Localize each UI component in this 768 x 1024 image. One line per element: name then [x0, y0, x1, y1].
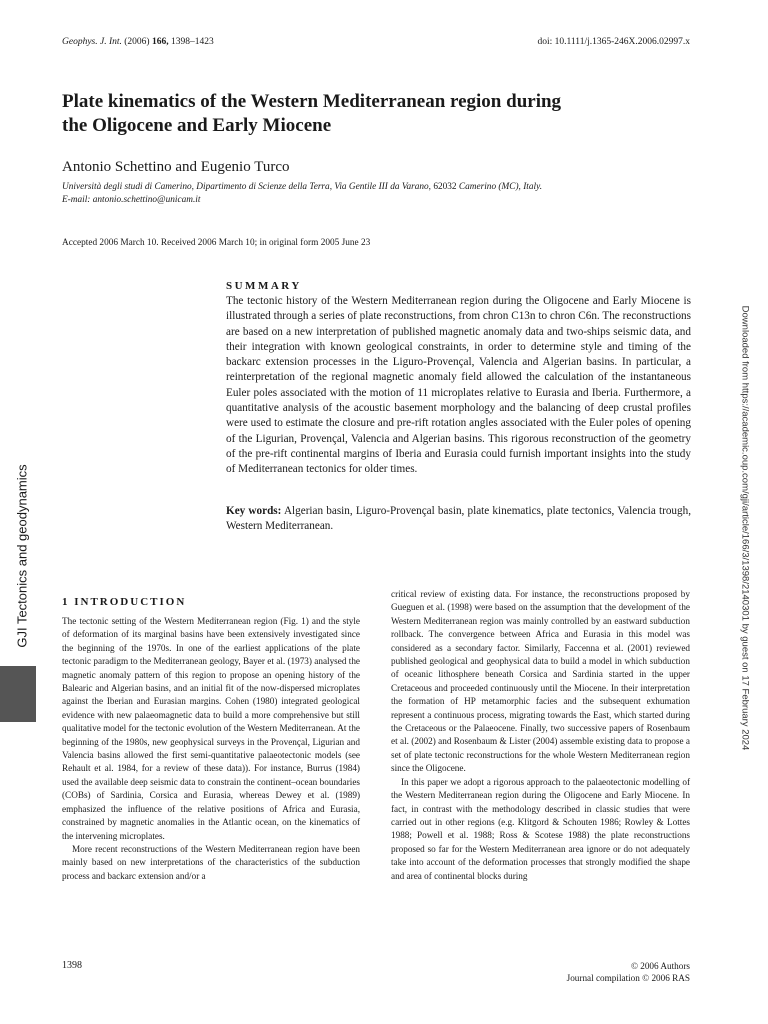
journal-name: Geophys. J. Int.	[62, 37, 122, 47]
copyright-line: © 2006 Authors	[630, 961, 690, 971]
footer-copyright	[567, 960, 690, 984]
keywords	[226, 504, 691, 535]
affiliation-institution: Università degli studi di Camerino, Dipartimento di Scienze della Terra, Via Gentile III da Varano,	[62, 182, 432, 192]
title-line-1: Plate kinematics of the Western Mediterranean region during	[62, 91, 562, 112]
introduction-heading: 1 INTRODUCTION	[62, 596, 187, 608]
journal-pages: 1398–1423	[170, 37, 214, 47]
accepted-dates: Accepted 2006 March 10. Received 2006 March 10; in original form 2005 June 23	[62, 238, 371, 248]
affiliation	[62, 181, 702, 207]
journal-year: (2006)	[124, 37, 150, 47]
section-marker-block	[0, 666, 36, 722]
intro-paragraph-4: In this paper we adopt a rigorous approach to the palaeotectonic modelling of the Western Mediterranean region during the Oligocene and Early Miocene. In fact, in contrast with the methodology described in classic studies that were carried out in other regions (e.g. Klitgord & Schouten 1986; Rowley & Lottes 1988; Powell et al. 1988; Ross & Scotese 1988) the plate reconstructions proposed so far for the Western Mediterranean area ignore or do not adequately take into account of the deformation processes that strongly modified the shape and area of continental blocks during	[391, 776, 690, 881]
doi-link[interactable]: doi: 10.1111/j.1365-246X.2006.02997.x	[537, 37, 690, 47]
section-label-vertical: GJI Tectonics and geodynamics	[14, 464, 30, 648]
running-header-citation	[62, 37, 214, 47]
left-column	[62, 615, 360, 883]
summary-text: The tectonic history of the Western Mediterranean region during the Oligocene and Early Miocene is illustrated through a series of plate reconstructions, from chron C13n to chron C6n. The reconstructions are based on a new interpretation of published magnetic anomaly data and two-ships seismic data, and their integration with known geological constraints, in order to determine style and timing of the backarc extension processes in the Liguro-Provençal, Valencia and Algerian basins. In particular, a reinterpretation of the regional magnetic anomaly field allowed the calculation of the instantaneous Euler poles associated with the motion of 11 microplates relative to Eurasia and Iberia. Furthermore, a quantitative analysis of the acoustic basement morphology and the balancing of deep crustal profiles were used to estimate the closure and pre-rift rotation angles associated with the Euler poles of opening of the Ligurian, Provençal, Valencia and Algerian basins. This rigorous reconstruction of the geometry of the pre-rift continental margins of Iberia and Eurasia could furnish important insights into the study of Mediterranean tectonics for older times.	[226, 295, 691, 476]
paper-title	[62, 90, 702, 138]
title-line-2: the Oligocene and Early Miocene	[62, 115, 332, 136]
right-column	[391, 588, 690, 883]
intro-paragraph-2: More recent reconstructions of the Western Mediterranean region have been mainly based on new interpretations of the characteristics of the subduction process and backarc extension and/or a	[62, 843, 360, 881]
keywords-list: Algerian basin, Liguro-Provençal basin, plate kinematics, plate tectonics, Valencia trough, Western Mediterranean.	[226, 505, 692, 533]
journal-compilation-line: Journal compilation © 2006 RAS	[566, 973, 690, 983]
authors: Antonio Schettino and Eugenio Turco	[62, 159, 290, 175]
journal-volume: 166,	[151, 37, 169, 47]
intro-paragraph-3: critical review of existing data. For instance, the reconstructions proposed by Gueguen et al. (1998) were based on the assumption that the development of the Western Mediterranean region was mainly controlled by an eastward subduction rollback. The convergence between Africa and Eurasia in this model was considered as a secondary factor. Similarly, Faccenna et al. (2001) reviewed published geological and geophysical data to build a model in which subduction of oceanic lithosphere beneath Corsica and Sardinia started in the upper Cretaceous and proceeded continuously until the Miocene. In their interpretation the formation of HP metamorphic facies and the subsequent exhumation represent a continuous process, migrating towards the East, which started during the Cretaceous or the Palaeocene. Finally, two successive papers of Rosenbaum et al. (2002) and Rosenbaum & Lister (2004) assemble existing data to propose a set of plate tectonic reconstructions for the whole Western Mediterranean region since the Oligocene.	[391, 589, 690, 774]
affiliation-postcode: 62032	[431, 182, 459, 192]
intro-paragraph-1: The tectonic setting of the Western Mediterranean region (Fig. 1) and the style of deformation of its marginal basins have been extensively investigated since the beginning of the 1970s. In one of the earliest applications of the plate tectonic paradigm to the Mediterranean geology, Bayer et al. (1973) analysed the magnetic anomaly pattern of this region to propose an opening history of the Balearic and Algerian basins, and an initial fit of the now-dispersed microplates against the Iberian and Eurasian margins. Cohen (1980) integrated geological evidence with new palaeomagnetic data to build a more comprehensive but still qualitative model for the tectonic evolution of the Western Mediterranean. At the beginning of the 1980s, new geophysical surveys in the Provençal, Ligurian and Valencia basins allowed the first semi-quantitative palaeotectonic models (see Rehault et al. 1984, for a review of these data)). For instance, Burrus (1984) used the available deep seismic data to constrain the continent–ocean boundaries (COBs) of Sardinia, Corsica and Eurasia, whereas Dewey et al. (1989) emphasized the influence of the relative positions of Africa and Eurasia, constrained by magnetic anomalies in the Atlantic ocean, on the kinematics of the intervening microplates.	[62, 616, 360, 841]
author-email[interactable]: E-mail: antonio.schettino@unicam.it	[62, 195, 201, 205]
keywords-label: Key words:	[226, 505, 282, 517]
page-number: 1398	[62, 960, 82, 971]
affiliation-city: Camerino (MC), Italy.	[458, 182, 543, 192]
summary-heading: SUMMARY	[226, 280, 302, 292]
download-watermark: Downloaded from https://academic.oup.com/gji/article/166/3/1398/2140301 by guest on 17 February 2024	[739, 305, 751, 751]
